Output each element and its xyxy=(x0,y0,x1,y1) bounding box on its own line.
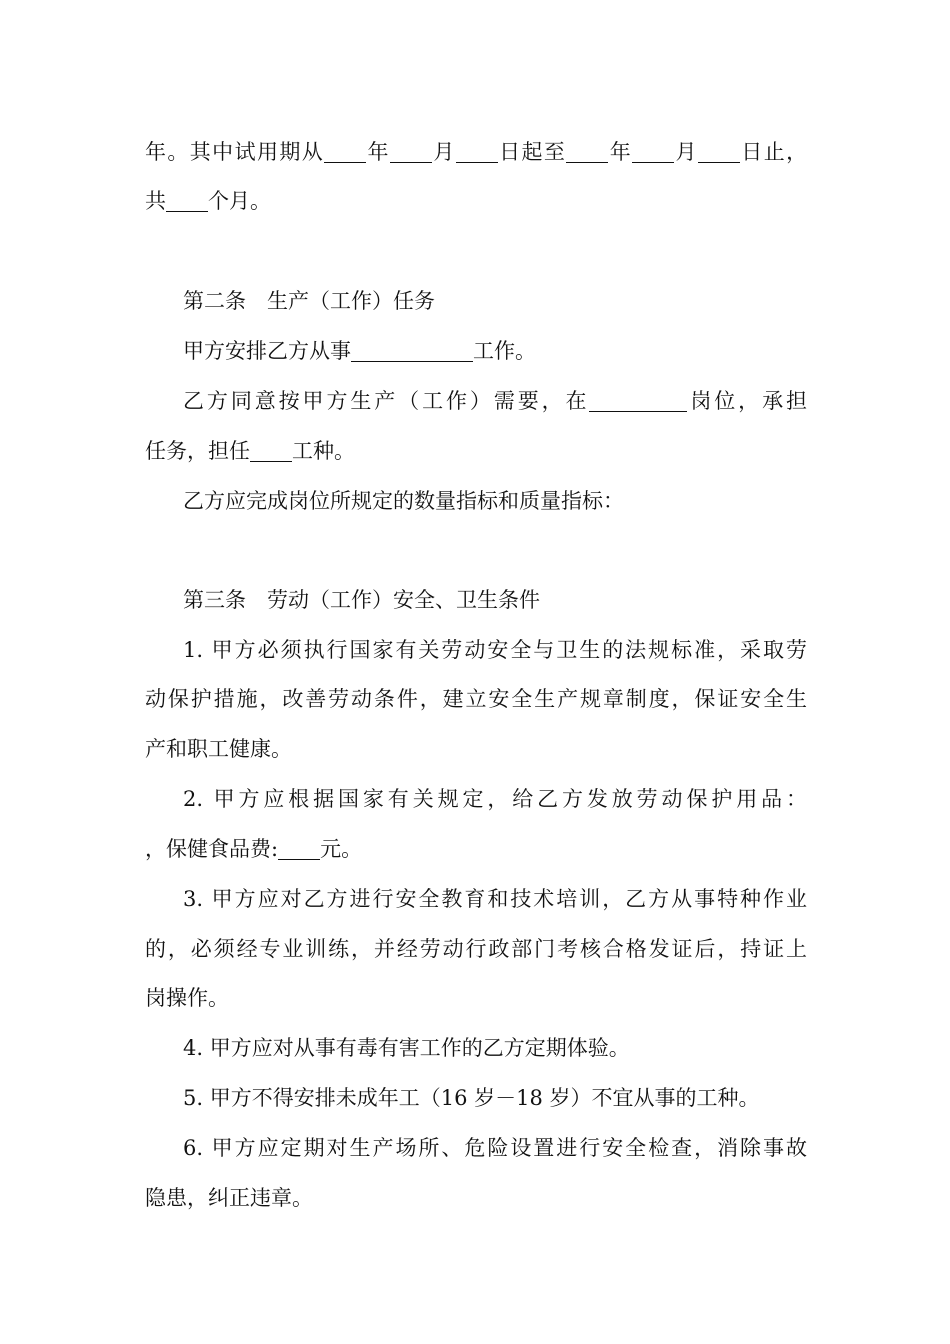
article-2-title: 第二条 生产（工作）任务 xyxy=(183,289,435,313)
text: 岗位，承担 xyxy=(687,389,807,413)
article-3-item-2-cont xyxy=(145,834,362,864)
text: 年。其中试用期从 xyxy=(145,140,325,164)
blank-field[interactable] xyxy=(632,140,674,163)
article-3-item-6: 6. 甲方应定期对生产场所、危险设置进行安全检查，消除事故 xyxy=(183,1136,807,1160)
text: 工作。 xyxy=(473,339,536,363)
article-3-item-1-cont: 产和职工健康。 xyxy=(145,737,292,761)
text: 个月。 xyxy=(208,189,271,213)
text: 甲方安排乙方从事 xyxy=(183,339,351,363)
text: 月 xyxy=(431,140,456,164)
text: 日起至 xyxy=(497,140,567,164)
article-3-item-3: 3. 甲方应对乙方进行安全教育和技术培训，乙方从事特种作业 xyxy=(183,887,807,911)
text: 日止， xyxy=(739,140,808,164)
blank-field[interactable] xyxy=(324,140,366,163)
text: 乙方同意按甲方生产（工作）需要，在 xyxy=(183,389,590,413)
article-3-item-6-cont: 隐患，纠正违章。 xyxy=(145,1186,313,1210)
article-3-item-1: 1. 甲方必须执行国家有关劳动安全与卫生的法规标准，采取劳 xyxy=(183,638,807,662)
blank-field[interactable] xyxy=(166,189,208,212)
blank-field[interactable] xyxy=(278,837,320,860)
probation-months-line xyxy=(145,186,271,216)
blank-field[interactable] xyxy=(390,140,432,163)
article-3-item-3-cont: 岗操作。 xyxy=(145,986,229,1010)
text: 共 xyxy=(145,189,166,213)
article-3-item-5: 5. 甲方不得安排未成年工（16 岁－18 岁）不宜从事的工种。 xyxy=(183,1086,760,1110)
article-3-item-1-cont: 动保护措施，改善劳动条件，建立安全生产规章制度，保证安全生 xyxy=(145,687,807,711)
blank-field[interactable] xyxy=(456,140,498,163)
blank-field[interactable] xyxy=(698,140,740,163)
text: 元。 xyxy=(320,837,363,861)
article-2-paragraph-cont xyxy=(145,436,355,466)
article-2-paragraph xyxy=(183,386,807,416)
article-2-paragraph xyxy=(183,336,536,366)
blank-field[interactable] xyxy=(589,389,687,412)
blank-field[interactable] xyxy=(250,439,292,462)
text: 年 xyxy=(608,140,633,164)
article-3-item-3-cont: 的，必须经专业训练，并经劳动行政部门考核合格发证后，持证上 xyxy=(145,937,807,961)
probation-period-line xyxy=(145,137,807,167)
article-2-paragraph: 乙方应完成岗位所规定的数量指标和质量指标： xyxy=(183,489,624,513)
text: 月 xyxy=(674,140,698,164)
blank-field[interactable] xyxy=(566,140,608,163)
article-3-title: 第三条 劳动（工作）安全、卫生条件 xyxy=(183,588,540,612)
blank-field[interactable] xyxy=(351,339,473,362)
text: 任务，担任 xyxy=(145,439,250,463)
text: 工种。 xyxy=(292,439,355,463)
article-3-item-4: 4. 甲方应对从事有毒有害工作的乙方定期体验。 xyxy=(183,1036,630,1060)
text: 年 xyxy=(366,140,390,164)
text: ，保健食品费: xyxy=(145,837,279,861)
article-3-item-2: 2. 甲方应根据国家有关规定，给乙方发放劳动保护用品： xyxy=(183,787,807,811)
